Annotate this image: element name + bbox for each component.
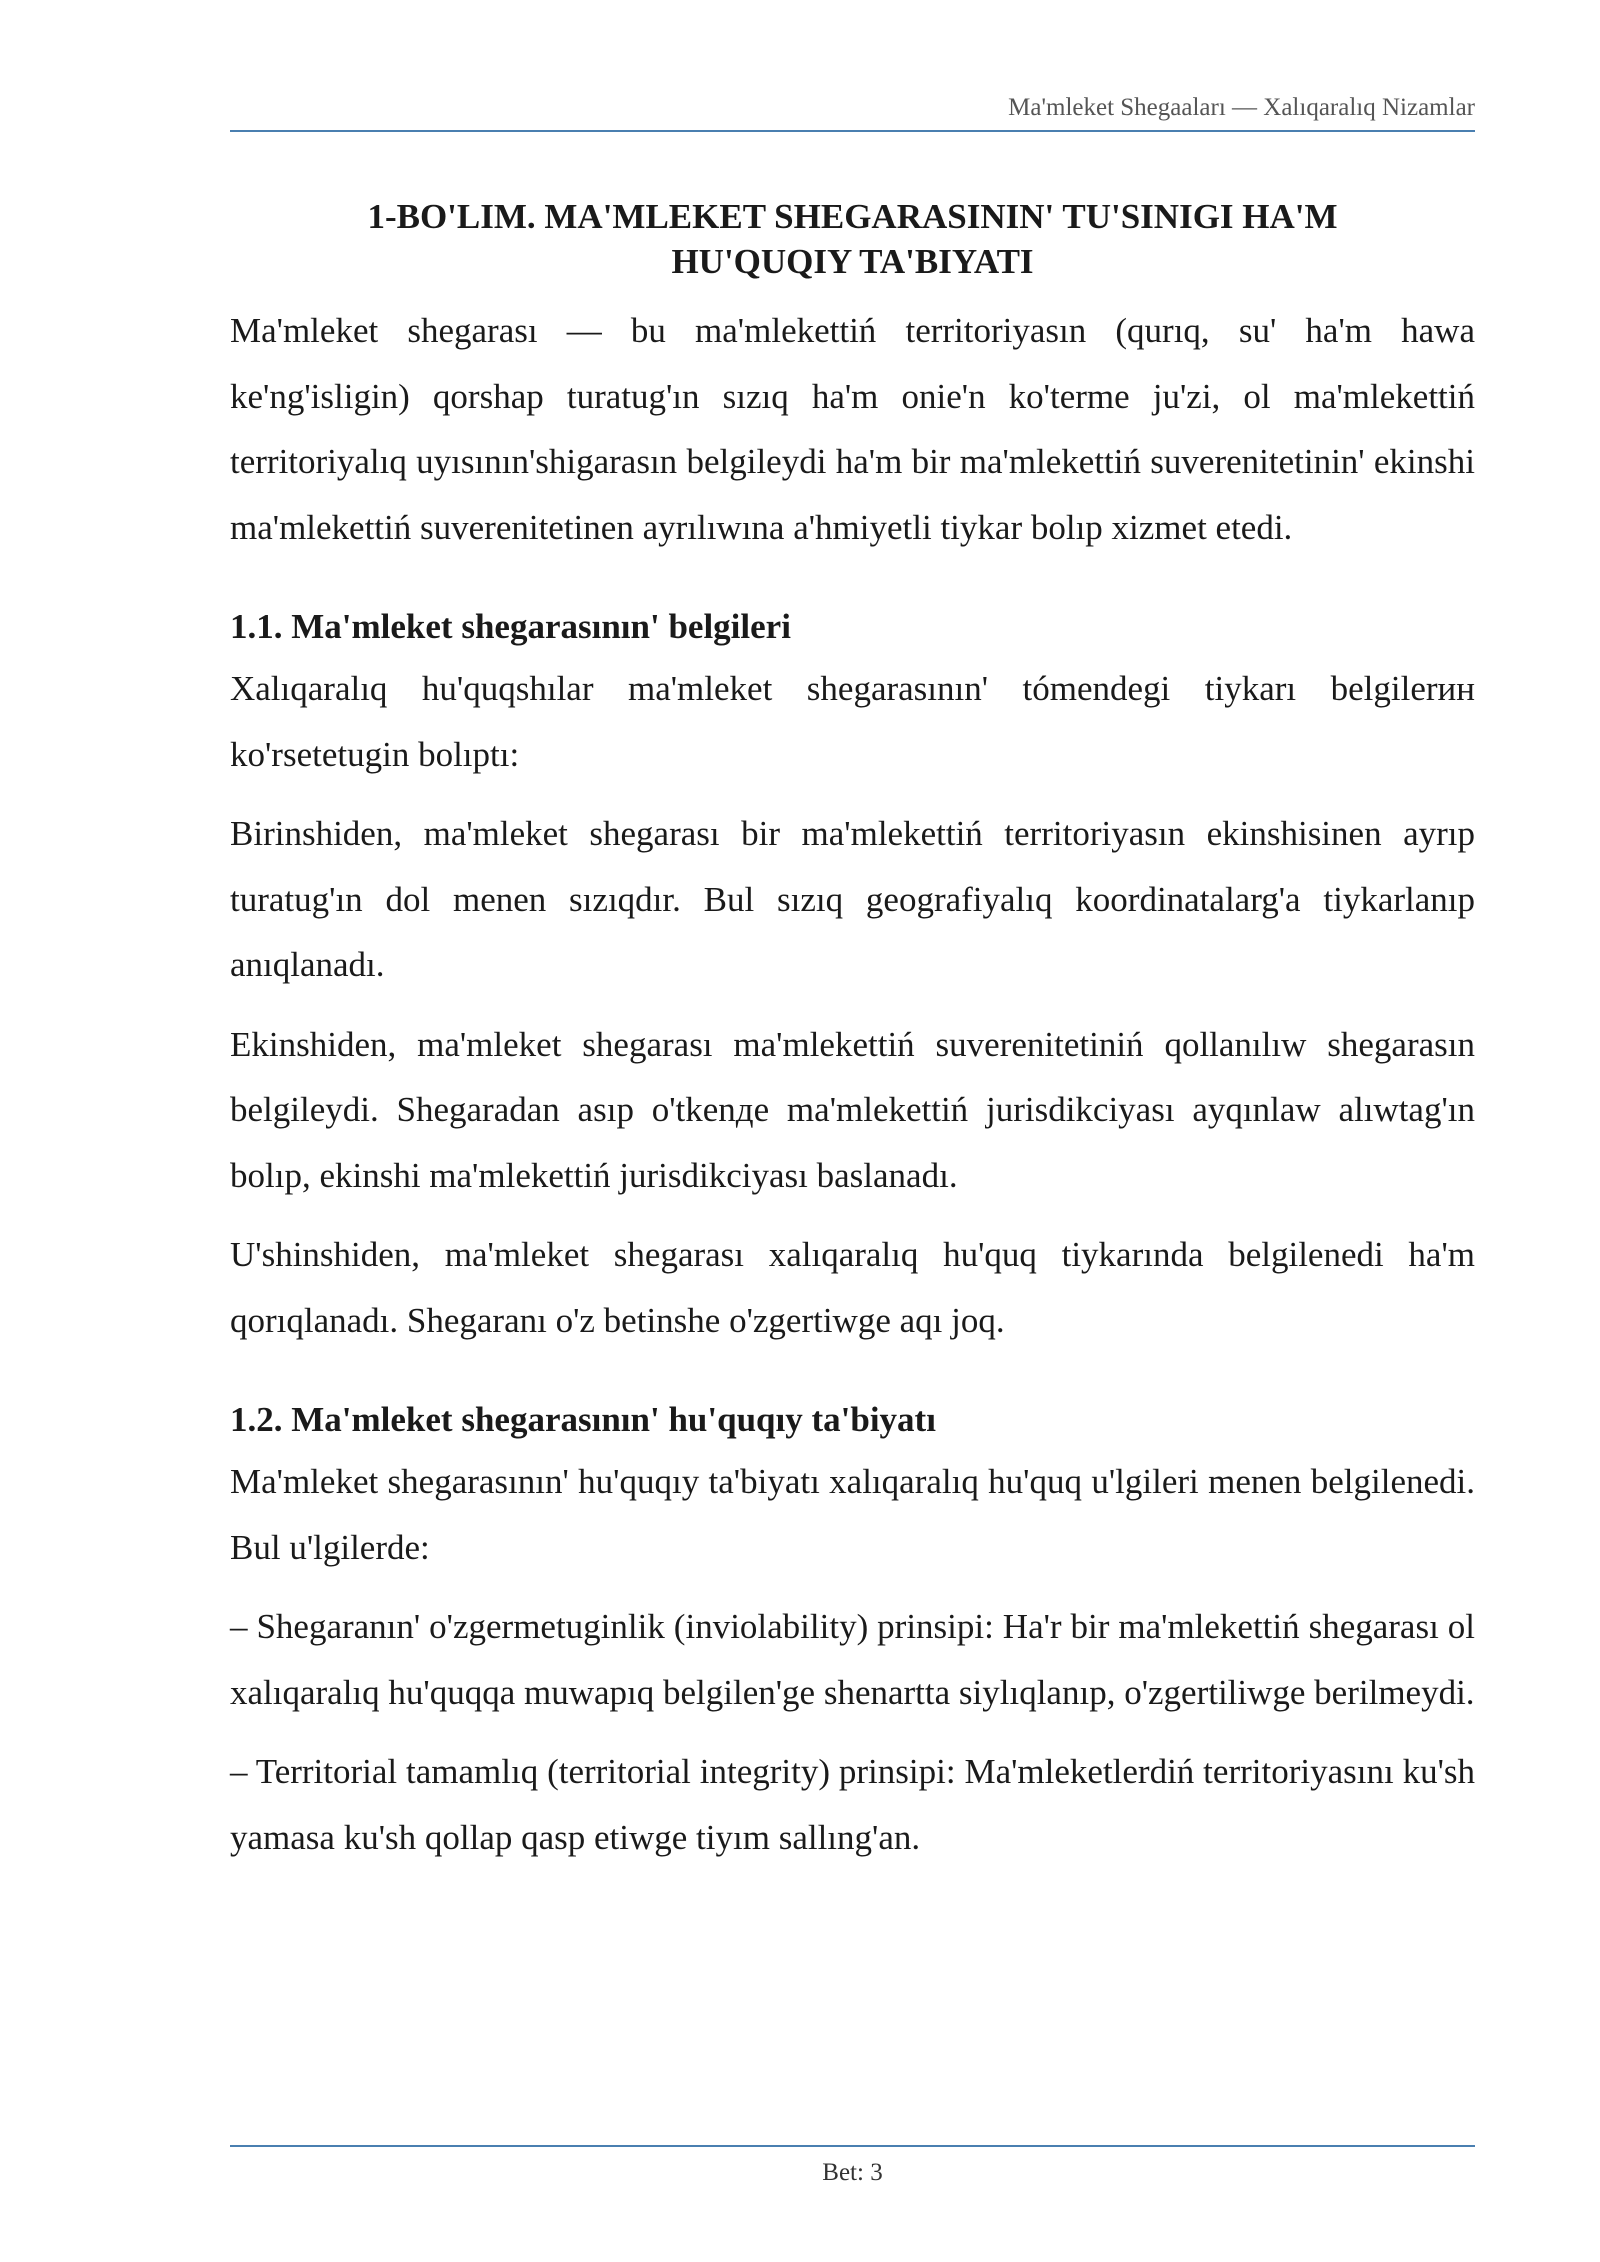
page-footer: [230, 2145, 1475, 2187]
chapter-intro-paragraph: Ma'mleket shegarası — bu ma'mlekettiń territoriyasın (qurıq, su' ha'm hawa ke'ng'isligin) qorshap turatug'ın sızıq ha'm onie'n ko'terme ju'zi, ol ma'mlekettiń territoriyalıq uyısının'shigarasın belgileydi ha'm bir ma'mlekettiń suverenitetinin' ekinshi ma'mlekettiń suverenitetinen ayrılıwına a'hmiyetli tiykar bolıp xizmet etedi.: [230, 311, 1475, 547]
section-1-paragraph: Ekinshiden, ma'mleket shegarası ma'mlekettiń suverenitetiniń qollanılıw shegarasın belgileydi. Shegaradan asıp o'tkenде ma'mlekettiń jurisdikciyası ayqınlaw alıwtag'ın bolıp, ekinshi ma'mlekettiń jurisdikciyası baslanadı.: [230, 1024, 1475, 1195]
section-2-title: 1.2. Ma'mleket shegarasının' hu'quqıy ta'biyatı: [230, 1400, 936, 1439]
section-2-paragraph: Ma'mleket shegarasının' hu'quqıy ta'biyatı xalıqaralıq hu'quq u'lgileri menen belgilenedi. Bul u'lgilerde:: [230, 1462, 1475, 1567]
running-header-title: Ma'mleket Shegaaları — Xalıqaralıq Nizamlar: [1008, 94, 1475, 121]
page-number: Bet: 3: [822, 2159, 883, 2186]
section-2-list-item: – Territorial tamamlıq (territorial integrity) prinsipi: Ma'mleketlerdiń territoriyasını ku'sh yamasa ku'sh qollap qasp etiwge tiyım sallıng'an.: [230, 1752, 1475, 1857]
section-1-paragraph: Birinshiden, ma'mleket shegarası bir ma'mlekettiń territoriyasın ekinshisinen ayrıp turatug'ın dol menen sızıqdır. Bul sızıq geografiyalıq koordinatalarg'a tiykarlanıp anıqlanadı.: [230, 814, 1475, 984]
page-content: [230, 194, 1475, 1884]
section-1-paragraph: U'shinshiden, ma'mleket shegarası xalıqaralıq hu'quq tiykarında belgilenedi ha'm qorıqlanadı. Shegaranı o'z betinshe o'zgertiwge aqı joq.: [230, 1235, 1475, 1340]
chapter-title: 1-BO'LIM. MA'MLEKET SHEGARASININ' TU'SINIGI HA'M HU'QUQIY TA'BIYATI: [367, 197, 1338, 281]
running-header: [230, 92, 1475, 132]
section-1-paragraph: Xalıqaralıq hu'quqshılar ma'mleket shegarasının' tómendegi tiykarı belgilerин ko'rsetetugin bolıptı:: [230, 669, 1475, 774]
section-1-title: 1.1. Ma'mleket shegarasının' belgileri: [230, 607, 791, 646]
section-2-list-item: – Shegaranın' o'zgermetuginlik (inviolability) prinsipi: Ha'r bir ma'mlekettiń shegarası ol xalıqaralıq hu'quqqa muwapıq belgilen'ge shenartta siylıqlanıp, o'zgertiliwge berilmeydi.: [230, 1607, 1475, 1712]
